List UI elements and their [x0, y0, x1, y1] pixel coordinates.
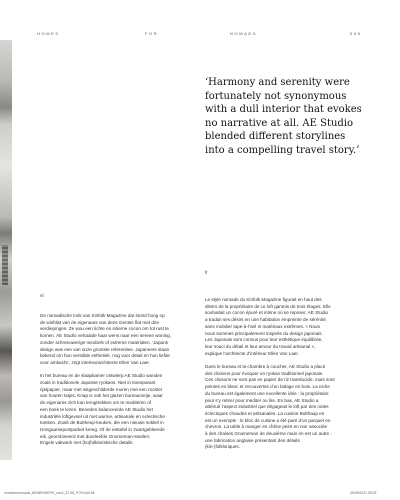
- pull-quote-line: ‘Harmony and serenity were: [205, 77, 350, 88]
- pull-quote-line: fortunately not synonymous: [205, 90, 347, 102]
- text-line: industriële loftgevoel uit met warme, artisanale en eclectische: [40, 413, 165, 419]
- header-left: HOMES: [37, 31, 60, 36]
- lang-label-fr: fr: [205, 270, 208, 275]
- text-line: des cloisons pour évoquer un ryokan traditionnel japonais.: [205, 370, 324, 376]
- text-line: peintes en blanc et recouvertes d’un lattage en bois. La niche: [205, 384, 330, 390]
- text-line: bekend om hun verstilde esthetiek, nog voor detail en hun liefde: [40, 353, 170, 359]
- text-line: Engels vakwerk met (ko)folkloristische details.: [40, 440, 134, 446]
- text-line: Hongaarsepuntparket kreeg. Of de eettafel in zwartgebleerde: [40, 426, 165, 432]
- text-line: une fabrication anglaise présentant des détails: [205, 437, 300, 443]
- print-slug-file: homesfornomads_BINNENHEPK_crrc4_22 58_POF.indd 65: [4, 491, 95, 495]
- text-line: a traduit ses désirs en une habitation empreinte de sérénité,: [205, 317, 328, 323]
- text-line: éclectiques chaudes et artisanales. La cuisine Bulthaup en: [205, 410, 325, 416]
- header-center-left: FOR: [145, 31, 159, 36]
- text-line: een boek te lezen. Beneden balanceerde AE Studio het: [40, 406, 153, 412]
- text-line: zonder schreeuwerige meubels of extreme materialen. ‘Japans: [40, 339, 168, 345]
- text-line: Les Japonais sont connus pour leur esthétique équilibrée,: [205, 337, 323, 343]
- text-line: In het bureau en de slaapkamer ontwierp AE Studio wanden: [40, 373, 163, 379]
- text-line: (kin-)folkloriques.: [205, 444, 240, 450]
- text-line: sans mobilier tape-à-l’œil ni matériaux extrêmes. « Nous: [205, 323, 320, 329]
- text-line: voor ambacht’, zegt interieurarchitecte Ellen Van Laer.: [40, 359, 150, 365]
- paragraph-nl-1: [40, 313, 183, 367]
- text-line: komen. AE Studio vertaalde haar wens naar een serene woning,: [40, 333, 172, 339]
- text-line: leur souci du détail et leur amour du travail artisanal »,: [205, 343, 316, 349]
- pull-quote-line: blended different storylines: [205, 131, 346, 143]
- text-line: chevron. La table à manger en chêne peint en noir associée: [205, 424, 328, 430]
- text-line: nous sommes principalement inspirés du design japonais.: [205, 330, 323, 336]
- pull-quote-line: no narrative at all. AE Studio: [205, 117, 354, 129]
- text-line: désirs de la propriétaire de ce loft gantois de trois étages. Elle: [205, 303, 331, 309]
- text-line: du bureau est également une excellente idée : la propriétaire: [205, 390, 329, 396]
- text-line: Le style nomade du Kinfolk Magazine figurait en haut des: [205, 297, 322, 302]
- print-slug-date: 05/09/2021 09:33: [350, 491, 377, 495]
- pull-quote: [205, 76, 377, 158]
- text-line: toetsen. Zoals de Buttheup-keuken, die een nieuwe sokkel in: [40, 420, 164, 426]
- text-line: design was een van onze grootste referenties. Japanners staan: [40, 346, 170, 352]
- pull-quote-line: with a dull interior that evokes: [205, 104, 362, 116]
- running-header: [0, 31, 400, 41]
- text-line: verdiepingen. Ze wou een lichte en intieme cocon om tot rust te: [40, 326, 169, 332]
- text-line: zoals in traditionele Japanse ryokans. Niet in transparant: [40, 380, 156, 386]
- paragraph-nl-2: [40, 373, 183, 447]
- text-line: rijstpapier, maar met witgeschilderde muren met een rooster: [40, 386, 163, 392]
- text-line: de eigenares zich kan terugtrekken om te mediteren of: [40, 400, 152, 406]
- text-line: souhaitait un cocon épuré et intime où se reposer. AE Studio: [205, 310, 329, 316]
- text-line: est un exemple : le bloc de cuisine a été paré d’un parquet en: [205, 417, 331, 423]
- text-line: peut s’y retirer pour méditer ou lire. En bas, AE Studio a: [205, 397, 319, 403]
- header-center-right: NOMADS: [230, 31, 258, 36]
- column-fr: [205, 297, 348, 458]
- paragraph-fr-2: [205, 364, 348, 451]
- text-line: Ces cloisons ne sont pas en papier de riz translucide, mais sont: [205, 377, 335, 383]
- text-line: De nomadische look van Kinfolk Magazine dat stond hoog op: [40, 313, 165, 318]
- pull-quote-line: into a compelling travel story.’: [205, 144, 360, 156]
- page-number: 065: [350, 31, 362, 36]
- text-line: explique l’architecte d’intérieur Ellen Van Laer.: [205, 350, 299, 356]
- text-line: van houten latjes. Knap is ook het glazen bureaumeije, waar: [40, 393, 163, 399]
- photo-strip: [0, 40, 12, 460]
- text-line: atténué l’aspect industriel que dégageait le loft par des notes: [205, 404, 329, 410]
- paragraph-fr-1: [205, 297, 348, 357]
- text-line: de wishlist van de eigenaars van deze Gentse flat met drie: [40, 319, 159, 325]
- column-nl: [40, 313, 183, 454]
- text-line: à des chaises Gnomeman de deuxième main en est un autre :: [205, 431, 332, 437]
- text-line: Dans le bureau et la chambre à coucher, AE Studio a placé: [205, 364, 326, 370]
- lang-label-nl: nl: [40, 293, 44, 298]
- text-line: eik, geornbineerd met doorleefde Gnomeman-stoelen:: [40, 433, 151, 439]
